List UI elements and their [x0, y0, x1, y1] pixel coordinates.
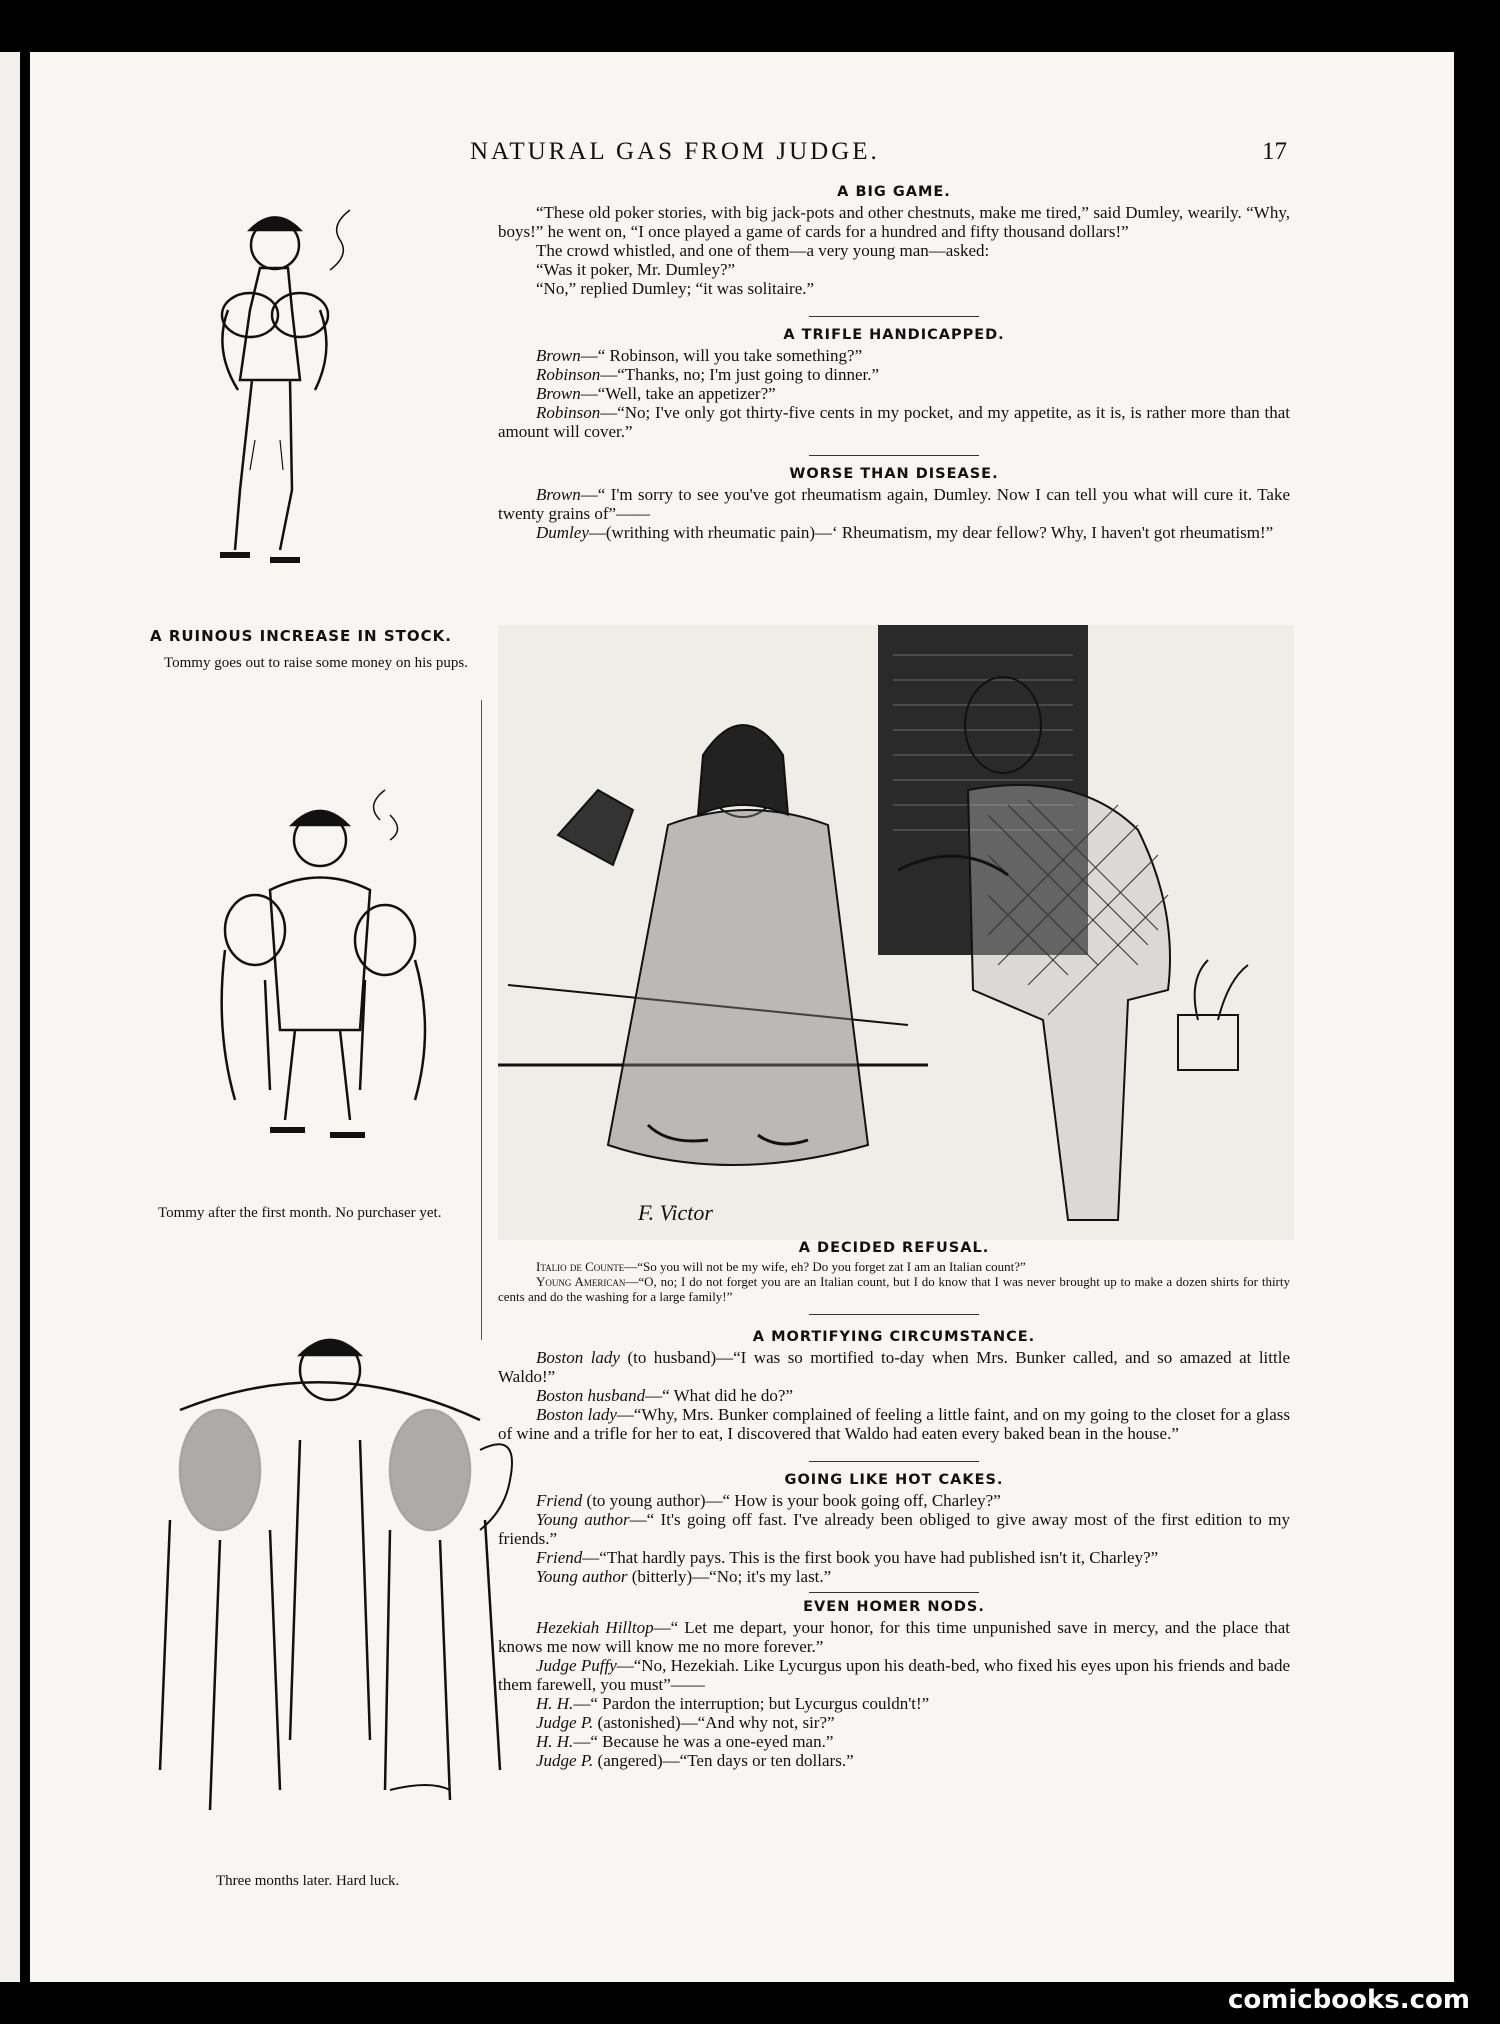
homer-line6: Judge P. (angered)—“Ten days or ten dollars.” [536, 1751, 854, 1770]
articles-top [498, 184, 1290, 542]
cartoon1-caption: Tommy goes out to raise some money on his pups. [164, 655, 468, 671]
homer-line1: Hezekiah Hilltop—“ Let me depart, your honor, for this time unpunished save in mercy, and the place that knows me now will know me no more forever.” [498, 1618, 1290, 1656]
trifle-line2: Robinson—“Thanks, no; I'm just going to dinner.” [536, 365, 880, 384]
homer-title: EVEN HOMER NODS. [803, 1599, 985, 1615]
homer-line4: Judge P. (astonished)—“And why not, sir?” [536, 1713, 835, 1732]
separator [809, 1314, 979, 1315]
worse-line2: Dumley—(writhing with rheumatic pain)—‘ Rheumatism, my dear fellow? Why, I haven't got rheumatism!” [536, 523, 1274, 542]
page-number: 17 [1262, 138, 1287, 165]
mortifying-title: A MORTIFYING CIRCUMSTANCE. [752, 1329, 1036, 1345]
mortifying-line2: Boston husband—“ What did he do?” [536, 1386, 794, 1405]
hot-cakes-line2: Young author—“ It's going off fast. I've already been obliged to give away most of the first edition to my friends.” [498, 1510, 1290, 1548]
cartoon-boy-with-pups [180, 190, 380, 620]
separator [809, 316, 979, 317]
column-rule [481, 700, 482, 1340]
hot-cakes-title: GOING LIKE HOT CAKES. [784, 1472, 1004, 1488]
separator [809, 1461, 979, 1462]
refusal-line2: Young American—“O, no; I do not forget you are an Italian count, but I do know that I was never brought up to make a dozen shirts for thirty cents and do the washing for a large family!” [498, 1274, 1290, 1304]
big-game-p1: “These old poker stories, with big jack-pots and other chestnuts, make me tired,” said Dumley, wearily. “Why, boys!” he went on, “I once played a game of cards for a hundred and fifty thousand dollars!” [498, 203, 1290, 241]
mortifying-line1: Boston lady (to husband)—“I was so mortified to-day when Mrs. Bunker called, and so amazed at little Waldo!” [498, 1348, 1290, 1386]
homer-line3: H. H.—“ Pardon the interruption; but Lycurgus couldn't!” [536, 1694, 930, 1713]
illustration-decided-refusal [498, 625, 1294, 1240]
refusal-line1: Italio de Counte—“So you will not be my wife, eh? Do you forget zat I am an Italian count?” [536, 1259, 1026, 1274]
big-game-p3: “Was it poker, Mr. Dumley?” [536, 260, 736, 279]
separator [809, 455, 979, 456]
homer-line5: H. H.—“ Because he was a one-eyed man.” [536, 1732, 834, 1751]
big-game-title: A BIG GAME. [837, 184, 951, 200]
worse-title: WORSE THAN DISEASE. [789, 466, 999, 482]
previous-page-edge [0, 52, 20, 1982]
cartoon1-title: A RUINOUS INCREASE IN STOCK. [150, 627, 452, 645]
articles-bottom [498, 1240, 1290, 1770]
separator [809, 1592, 979, 1593]
hot-cakes-line3: Friend—“That hardly pays. This is the first book you have had published isn't it, Charley?” [536, 1548, 1159, 1567]
mortifying-line3: Boston lady—“Why, Mrs. Bunker complained of feeling a little faint, and on my going to the closet for a glass of wine and a trifle for her to eat, I discovered that Waldo had eaten every baked bean in the house.” [498, 1405, 1291, 1443]
artist-signature: F. Victor [638, 1200, 713, 1225]
trifle-line3: Brown—“Well, take an appetizer?” [536, 384, 776, 403]
hot-cakes-line1: Friend (to young author)—“ How is your book going off, Charley?” [536, 1491, 1001, 1510]
trifle-title: A TRIFLE HANDICAPPED. [783, 327, 1005, 343]
worse-line1: Brown—“ I'm sorry to see you've got rheumatism again, Dumley. Now I can tell you what will cure it. Take twenty grains of”—— [498, 485, 1290, 523]
trifle-line4: Robinson—“No; I've only got thirty-five cents in my pocket, and my appetite, as it is, is rather more than that amount will cover.” [498, 403, 1290, 441]
watermark: comicbooks.com [1227, 1985, 1470, 2015]
refusal-title: A DECIDED REFUSAL. [798, 1240, 990, 1256]
cartoon-boy-with-dogs [170, 780, 460, 1200]
cartoon3-caption: Three months later. Hard luck. [216, 1873, 400, 1889]
big-game-p4: “No,” replied Dumley; “it was solitaire.” [536, 279, 815, 298]
trifle-line1: Brown—“ Robinson, will you take something?” [536, 346, 863, 365]
cartoon2-caption: Tommy after the first month. No purchaser yet. [158, 1205, 442, 1221]
cartoon-boy-with-hounds [140, 1320, 520, 1865]
big-game-p2: The crowd whistled, and one of them—a very young man—asked: [536, 241, 990, 260]
hot-cakes-line4: Young author (bitterly)—“No; it's my last.” [536, 1567, 832, 1586]
homer-line2: Judge Puffy—“No, Hezekiah. Like Lycurgus upon his death-bed, who fixed his eyes upon his friends and bade them farewell, you must”—— [498, 1656, 1290, 1694]
running-head: NATURAL GAS FROM JUDGE. [470, 138, 880, 165]
